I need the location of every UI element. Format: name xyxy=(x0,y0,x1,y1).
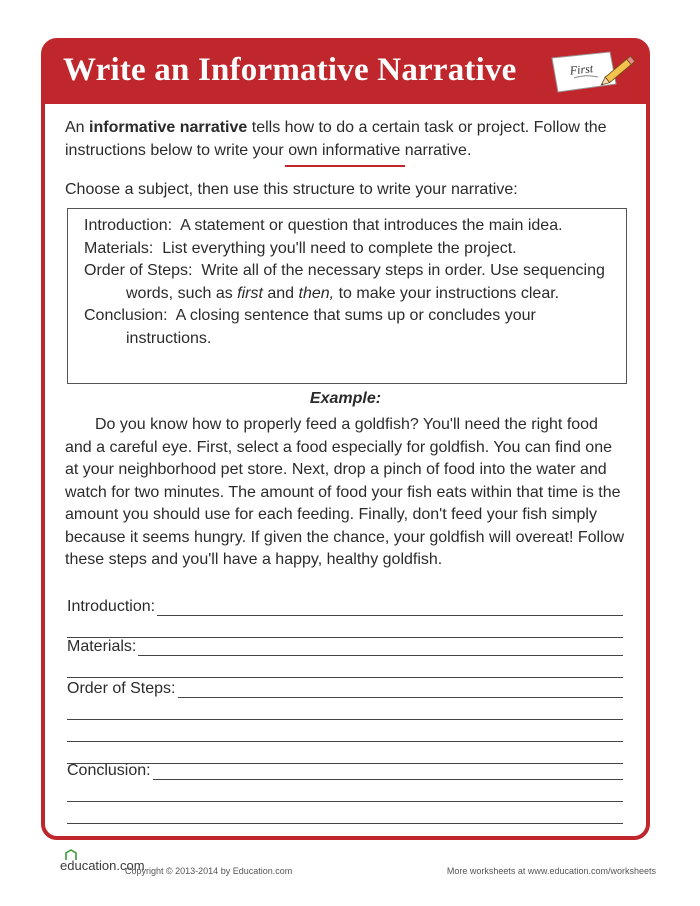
worksheet-title: Write an Informative Narrative xyxy=(63,52,517,88)
structure-introduction xyxy=(84,215,610,238)
order-of-steps-field[interactable] xyxy=(67,674,623,764)
order-of-steps-label: Order of Steps: xyxy=(67,680,176,697)
red-divider xyxy=(285,165,405,167)
note-word: First xyxy=(569,61,594,78)
more-worksheets-link[interactable]: More worksheets at www.education.com/worksheets xyxy=(446,866,656,876)
conclusion-field[interactable] xyxy=(67,756,623,824)
structure-word-then: then, xyxy=(298,284,335,302)
structure-word-first: first xyxy=(237,284,263,302)
writing-line[interactable] xyxy=(138,641,623,656)
structure-materials xyxy=(84,238,610,261)
structure-order-of-steps xyxy=(84,260,610,305)
writing-line[interactable] xyxy=(67,780,623,802)
structure-def: Write all of the necessary steps in order. Use sequencing words, such as xyxy=(126,262,605,302)
title-bar xyxy=(45,42,646,104)
writing-line[interactable] xyxy=(153,765,623,780)
example-paragraph: Do you know how to properly feed a goldfish? You'll need the right food and a careful eye. First, select a food especially for goldfish. You can find one at your neighborhood pet store. Next, drop a pinch of food into the water and watch for two minutes. The amount of food your fish eats within that time is the amount you should use for each feeding. Finally, don't feed your fish simply because it seems hungry. If given the chance, your goldfish will overeat! Follow these steps and you'll have a happy, healthy goldfish. xyxy=(65,416,625,568)
structure-def: List everything you'll need to complete the project. xyxy=(162,239,517,257)
writing-line[interactable] xyxy=(67,802,623,824)
intro-suffix: tells how to do a certain task or project. Follow the instructions below to write your own informative narrative. xyxy=(65,119,607,159)
writing-line[interactable] xyxy=(67,698,623,720)
structure-def: A statement or question that introduces the main idea. xyxy=(180,217,563,234)
structure-box xyxy=(67,208,627,384)
education-logo-text: education.com xyxy=(60,858,145,873)
structure-term: Introduction: xyxy=(84,217,173,234)
structure-term: Materials: xyxy=(84,239,154,257)
choose-instruction: Choose a subject, then use this structure to write your narrative: xyxy=(65,181,518,198)
writing-line[interactable] xyxy=(157,601,623,616)
copyright-text: Copyright © 2013-2014 by Education.com xyxy=(125,866,293,876)
structure-term: Order of Steps: xyxy=(84,262,193,279)
introduction-label: Introduction: xyxy=(67,598,156,615)
intro-paragraph xyxy=(65,116,640,162)
intro-bold-term: informative narrative xyxy=(89,119,248,136)
example-heading: Example: xyxy=(309,390,382,407)
footer xyxy=(0,852,700,892)
writing-line[interactable] xyxy=(178,683,624,698)
structure-def: to make your instructions clear. xyxy=(334,284,560,302)
worksheet-frame xyxy=(41,38,650,840)
structure-and: and xyxy=(262,284,299,302)
materials-field[interactable] xyxy=(67,632,623,678)
structure-conclusion xyxy=(84,305,610,350)
intro-prefix: An xyxy=(65,119,90,136)
conclusion-label: Conclusion: xyxy=(67,762,151,779)
note-and-pencil-icon xyxy=(546,44,638,100)
structure-term: Conclusion: xyxy=(84,307,168,324)
structure-def: A closing sentence that sums up or concludes your instructions. xyxy=(126,307,536,347)
writing-line[interactable] xyxy=(67,720,623,742)
materials-label: Materials: xyxy=(67,638,137,655)
